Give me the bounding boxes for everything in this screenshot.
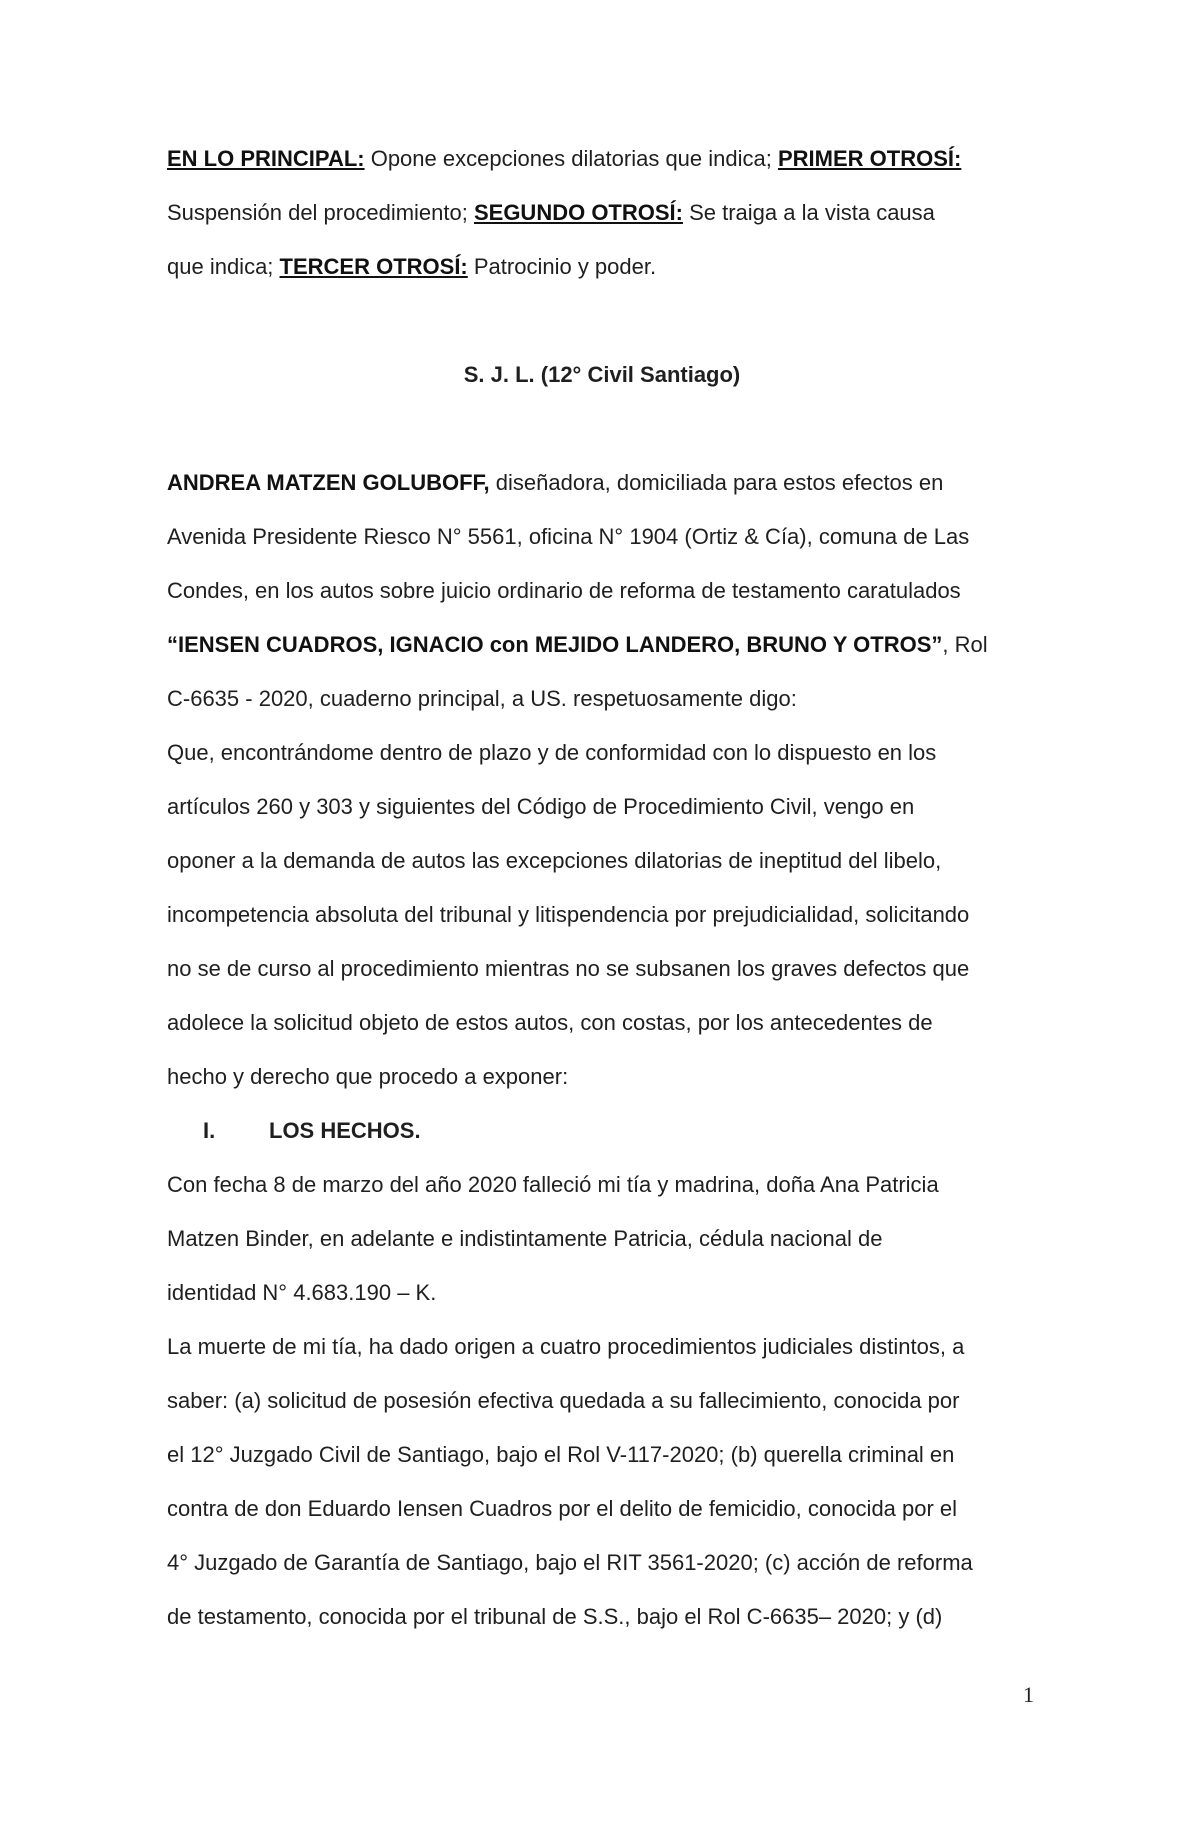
summary-line-2 [167, 186, 1037, 240]
intro-line-4-rest: , Rol [942, 632, 988, 657]
body-line: hecho y derecho que procedo a exponer: [167, 1064, 569, 1089]
section-heading [167, 1104, 1037, 1158]
intro-line-1-rest: diseñadora, domiciliada para estos efectos en [489, 470, 944, 495]
facts-line: Matzen Binder, en adelante e indistintamente Patricia, cédula nacional de [167, 1226, 883, 1251]
segundo-otrosi-text: Se traiga a la vista causa [682, 200, 935, 225]
body-line: oponer a la demanda de autos las excepciones dilatorias de ineptitud del libelo, [167, 848, 942, 873]
principal-label: EN LO PRINCIPAL: [167, 146, 365, 171]
intro-line-4 [167, 618, 1037, 672]
primer-otrosi-label: PRIMER OTROSÍ: [777, 146, 962, 171]
document-body [167, 132, 1037, 1644]
intro-line-3: Condes, en los autos sobre juicio ordinario de reforma de testamento caratulados [167, 578, 961, 603]
intro-line-5: C-6635 - 2020, cuaderno principal, a US. respetuosamente digo: [167, 686, 797, 711]
facts-line: La muerte de mi tía, ha dado origen a cuatro procedimientos judiciales distintos, a [167, 1334, 965, 1359]
summary-line-1 [167, 132, 1037, 186]
body-line: no se de curso al procedimiento mientras no se subsanen los graves defectos que [167, 956, 970, 981]
intro-line-1 [167, 456, 1037, 510]
facts-line: identidad N° 4.683.190 – K. [167, 1280, 437, 1305]
facts-line: saber: (a) solicitud de posesión efectiva quedada a su fallecimiento, conocida por [167, 1388, 960, 1413]
body-line: Que, encontrándome dentro de plazo y de conformidad con lo dispuesto en los [167, 740, 937, 765]
section-number: I. [203, 1118, 216, 1143]
intro-line-2: Avenida Presidente Riesco N° 5561, oficina N° 1904 (Ortiz & Cía), comuna de Las [167, 524, 970, 549]
facts-line: el 12° Juzgado Civil de Santiago, bajo el Rol V-117-2020; (b) querella criminal en [167, 1442, 955, 1467]
principal-text: Opone excepciones dilatorias que indica; [364, 146, 778, 171]
spacer [167, 402, 1037, 456]
case-title: “IENSEN CUADROS, IGNACIO con MEJIDO LANDERO, BRUNO Y OTROS” [167, 632, 943, 657]
spacer [167, 294, 1037, 348]
facts-line: 4° Juzgado de Garantía de Santiago, bajo el RIT 3561-2020; (c) acción de reforma [167, 1550, 973, 1575]
segundo-otrosi-text-2: que indica; [167, 254, 280, 279]
segundo-otrosi-label: SEGUNDO OTROSÍ: [473, 200, 683, 225]
body-line: artículos 260 y 303 y siguientes del Código de Procedimiento Civil, vengo en [167, 794, 915, 819]
party-name: ANDREA MATZEN GOLUBOFF, [167, 470, 490, 495]
court-addressee: S. J. L. (12° Civil Santiago) [463, 362, 741, 387]
facts-line: contra de don Eduardo Iensen Cuadros por el delito de femicidio, conocida por el [167, 1496, 958, 1521]
tercer-otrosi-text: Patrocinio y poder. [467, 254, 657, 279]
section-title: LOS HECHOS. [269, 1118, 421, 1143]
summary-line-3 [167, 240, 1037, 294]
body-line: incompetencia absoluta del tribunal y litispendencia por prejudicialidad, solicitando [167, 902, 970, 927]
facts-line: Con fecha 8 de marzo del año 2020 falleció mi tía y madrina, doña Ana Patricia [167, 1172, 939, 1197]
primer-otrosi-text: Suspensión del procedimiento; [167, 200, 474, 225]
page-number: 1 [1023, 1682, 1034, 1707]
body-line: adolece la solicitud objeto de estos autos, con costas, por los antecedentes de [167, 1010, 933, 1035]
tercer-otrosi-label: TERCER OTROSÍ: [279, 254, 468, 279]
facts-line: de testamento, conocida por el tribunal de S.S., bajo el Rol C-6635– 2020; y (d) [167, 1604, 943, 1629]
